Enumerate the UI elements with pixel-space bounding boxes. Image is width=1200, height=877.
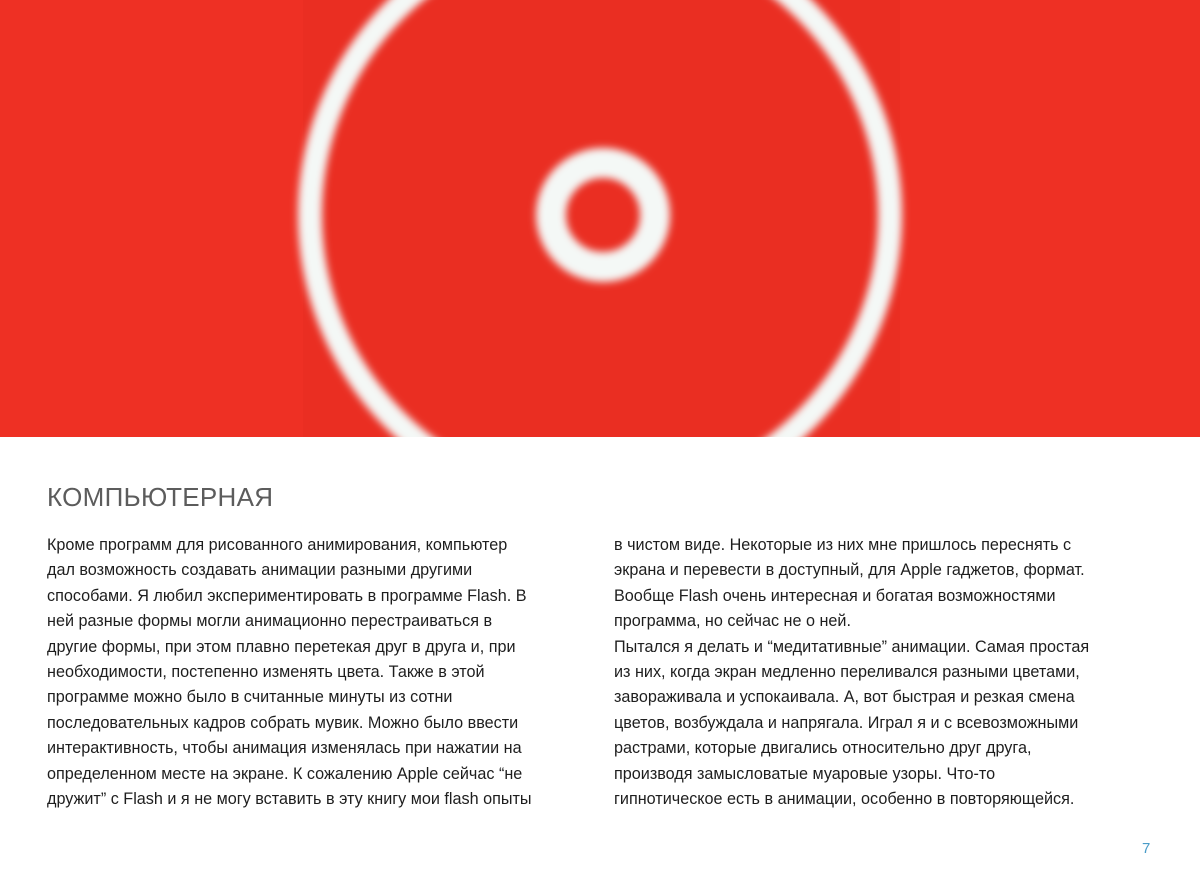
text-line: производя замысловатые муаровые узоры. Что-то — [614, 764, 996, 783]
image-panel — [303, 0, 900, 437]
page-number: 7 — [1142, 840, 1151, 857]
text-line: дал возможность создавать анимации разными другими — [47, 561, 473, 580]
concentric-rings-illustration — [0, 0, 1200, 437]
text-line: необходимости, постепенно изменять цвета. Также в этой — [47, 663, 485, 682]
text-line: программа, но сейчас не о ней. — [614, 612, 851, 631]
text-line: дружит” с Flash и я не могу вставить в эту книгу мои flash опыты — [47, 790, 532, 809]
text-line: Вообще Flash очень интересная и богатая возможностями — [614, 586, 1056, 605]
text-column-right — [614, 533, 1174, 812]
text-line: в чистом виде. Некоторые из них мне пришлось переснять с — [614, 536, 1072, 554]
text-column-left — [47, 533, 607, 812]
text-line: Кроме программ для рисованного анимирования, компьютер — [47, 536, 508, 554]
text-line: из них, когда экран медленно переливался разными цветами, — [614, 663, 1080, 682]
paragraph-left — [47, 533, 607, 812]
text-line: ней разные формы могли анимационно перестраиваться в — [47, 612, 493, 631]
text-line: другие формы, при этом плавно перетекая друг в друга и, при — [47, 637, 516, 656]
text-line: программе можно было в считанные минуты из сотни — [47, 688, 453, 707]
text-line: завораживала и успокаивала. А, вот быстрая и резкая смена — [614, 688, 1075, 707]
text-line: интерактивность, чтобы анимация изменялась при нажатии на — [47, 739, 522, 758]
text-line: гипнотическое есть в анимации, особенно в повторяющейся. — [614, 790, 1075, 809]
text-line: последовательных кадров собрать мувик. Можно было ввести — [47, 713, 519, 732]
text-line: цветов, возбуждала и напрягала. Играл я и с всевозможными — [614, 713, 1079, 732]
text-line: экрана и перевести в доступный, для Apple гаджетов, формат. — [614, 561, 1085, 580]
section-title: КОМПЬЮТЕРНАЯ — [47, 482, 274, 512]
text-line: растрами, которые двигались относительно друг друга, — [614, 739, 1032, 758]
text-line: определенном месте на экране. К сожалению Apple сейчас “не — [47, 764, 523, 783]
hero-illustration-banner — [0, 0, 1200, 437]
text-line: Пытался я делать и “медитативные” анимации. Самая простая — [614, 637, 1090, 656]
text-line: способами. Я любил экспериментировать в программе Flash. В — [47, 586, 527, 605]
paragraph-right — [614, 533, 1174, 812]
